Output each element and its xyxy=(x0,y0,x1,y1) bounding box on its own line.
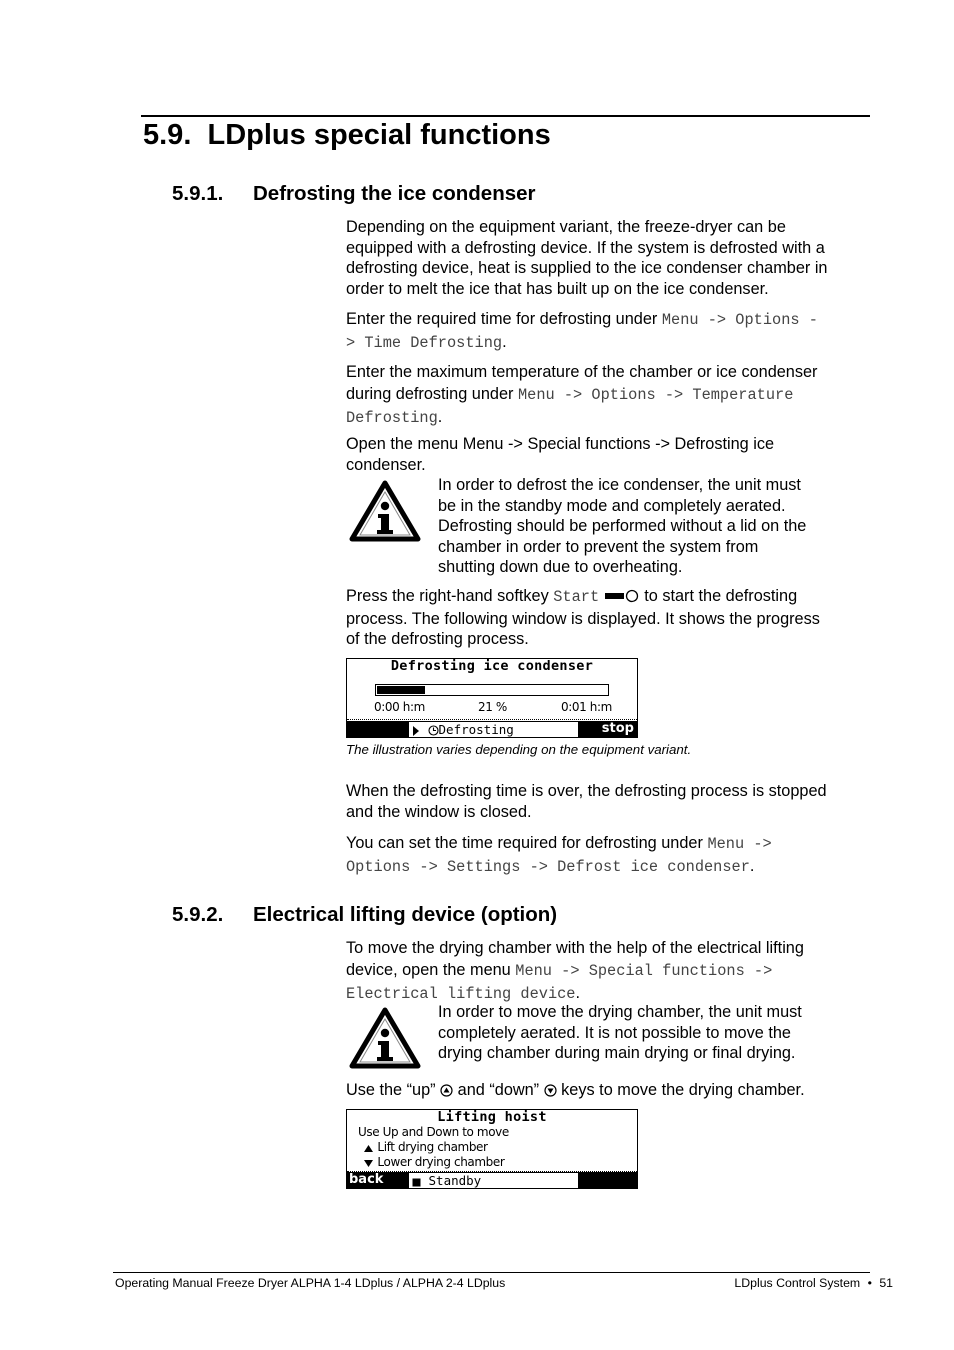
punct: . xyxy=(437,408,443,426)
menu-path: Defrosting xyxy=(346,409,438,427)
lifting-screen xyxy=(346,1109,638,1189)
text-line: defrosting device, heat is supplied to the ice condenser chamber in xyxy=(346,259,828,277)
text-line: drying chamber during main drying or final drying. xyxy=(438,1044,796,1062)
text-line: device, open the menu xyxy=(346,961,516,979)
subsection-heading-lifting xyxy=(172,902,557,928)
softkey-bar xyxy=(347,721,637,737)
status-text: Standby xyxy=(428,1173,482,1188)
menu-path: Menu -> Options -> Temperature xyxy=(517,386,794,404)
paragraph-settings xyxy=(346,832,872,878)
text-line: order to melt the ice that has built up on the ice condenser. xyxy=(346,279,769,298)
warning-info-icon xyxy=(349,1007,421,1069)
menu-path: Menu -> Options - xyxy=(661,311,818,329)
start-softkey-icon xyxy=(604,588,640,609)
punct: . xyxy=(749,857,755,875)
subsection-title: Defrosting the ice condenser xyxy=(253,182,536,205)
paragraph-finish xyxy=(346,781,872,822)
down-triangle-icon xyxy=(363,1157,374,1171)
menu-path: Menu -> xyxy=(707,835,772,853)
section-title: LDplus special functions xyxy=(207,119,551,151)
progress-percent: 21 % xyxy=(478,700,507,714)
footer-rule xyxy=(113,1272,870,1273)
softkey-name: Start xyxy=(553,588,600,606)
up-triangle-icon xyxy=(363,1142,374,1156)
text-line: In order to defrost the ice condenser, the unit must xyxy=(438,476,801,494)
menu-path: > Time Defrosting xyxy=(346,334,503,352)
total-time: 0:01 h:m xyxy=(561,700,612,714)
text-line: be in the standby mode and completely aerated. xyxy=(438,496,786,515)
paragraph-keys xyxy=(346,1080,872,1103)
defrost-screen xyxy=(346,658,638,738)
progress-bar xyxy=(375,684,609,696)
screen-option-lower xyxy=(363,1155,504,1171)
text-line: to start the defrosting xyxy=(639,587,798,605)
text-line: Press the right-hand softkey xyxy=(346,587,554,605)
paragraph-open-menu xyxy=(346,434,872,475)
softkey-bar xyxy=(347,1172,637,1188)
back-softkey[interactable]: back xyxy=(349,1172,384,1187)
text-line: shutting down due to overheating. xyxy=(438,558,683,576)
note-lifting xyxy=(438,1002,872,1064)
text-line: equipped with a defrosting device. If the system is defrosted with a xyxy=(346,238,825,257)
text-line: Defrosting should be performed without a lid on the xyxy=(438,517,807,535)
paragraph-start xyxy=(346,586,872,650)
text-line: Open the menu Menu -> Special functions -> Defrosting ice xyxy=(346,435,775,453)
text-line: Enter the maximum temperature of the chamber or ice condenser xyxy=(346,363,818,381)
warning-info-icon xyxy=(349,480,421,542)
footer-bullet: • xyxy=(867,1276,872,1290)
text-line: Depending on the equipment variant, the freeze-dryer can be xyxy=(346,218,786,236)
footer-title: Operating Manual Freeze Dryer ALPHA 1-4 LDplus / ALPHA 2-4 LDplus xyxy=(115,1276,506,1290)
stop-softkey[interactable]: stop xyxy=(601,721,634,736)
text-line: To move the drying chamber with the help of the electrical lifting xyxy=(346,939,804,957)
text-line: Enter the required time for defrosting under xyxy=(346,310,662,328)
subsection-title: Electrical lifting device (option) xyxy=(253,903,558,926)
page-number: 51 xyxy=(879,1276,893,1290)
screen-option-lift xyxy=(363,1140,488,1156)
status-field xyxy=(409,722,578,737)
text-line: process. The following window is displayed. It shows the progress xyxy=(346,609,820,628)
text-line: completely aerated. It is not possible to move the xyxy=(438,1023,791,1042)
footer-right xyxy=(734,1276,893,1290)
option-label: Lift drying chamber xyxy=(377,1140,488,1154)
screen-instruction: Use Up and Down to move xyxy=(358,1125,509,1139)
status-field xyxy=(409,1173,578,1188)
menu-path: Menu -> Special functions -> xyxy=(515,962,773,980)
status-text: Defrosting xyxy=(438,722,514,737)
figure-caption: The illustration varies depending on the equipment variant. xyxy=(346,742,692,757)
text-line: Use the “up” xyxy=(346,1081,436,1099)
section-heading xyxy=(143,117,551,153)
stop-square-icon xyxy=(412,1175,421,1189)
note-defrost xyxy=(438,475,872,578)
footer-chapter: LDplus Control System xyxy=(734,1276,861,1290)
elapsed-time: 0:00 h:m xyxy=(374,700,425,714)
text-line: of the defrosting process. xyxy=(346,630,529,648)
punct: . xyxy=(502,333,507,351)
progress-fill xyxy=(377,686,425,694)
screen-title: Lifting hoist xyxy=(437,1109,547,1125)
text-line: and the window is closed. xyxy=(346,802,532,821)
text-line: and “down” xyxy=(453,1081,540,1099)
paragraph-intro xyxy=(346,217,872,299)
subsection-heading-defrost xyxy=(172,181,536,207)
subsection-number: 5.9.1. xyxy=(172,182,224,205)
punct: . xyxy=(575,984,581,1002)
screen-title: Defrosting ice condenser xyxy=(390,658,594,674)
paragraph-lifting-menu xyxy=(346,937,872,1005)
option-label: Lower drying chamber xyxy=(377,1155,505,1169)
subsection-number: 5.9.2. xyxy=(172,903,224,926)
text-line: condenser. xyxy=(346,455,426,474)
text-line: during defrosting under xyxy=(346,385,518,403)
text-line: You can set the time required for defrosting under xyxy=(346,834,708,852)
menu-path: Electrical lifting device xyxy=(346,985,576,1003)
play-icon xyxy=(412,724,420,738)
down-key-icon xyxy=(544,1082,557,1103)
section-number: 5.9. xyxy=(143,119,192,151)
paragraph-temperature xyxy=(346,361,872,429)
text-line: keys to move the drying chamber. xyxy=(556,1081,805,1099)
paragraph-time xyxy=(346,308,872,354)
text-line: chamber in order to prevent the system from xyxy=(438,537,759,556)
text-line: In order to move the drying chamber, the unit must xyxy=(438,1003,802,1021)
text-line: When the defrosting time is over, the defrosting process is stopped xyxy=(346,782,827,800)
clock-icon xyxy=(428,724,439,738)
menu-path: Options -> Settings -> Defrost ice condenser xyxy=(346,858,750,876)
divider xyxy=(347,719,637,720)
up-key-icon xyxy=(440,1082,453,1103)
